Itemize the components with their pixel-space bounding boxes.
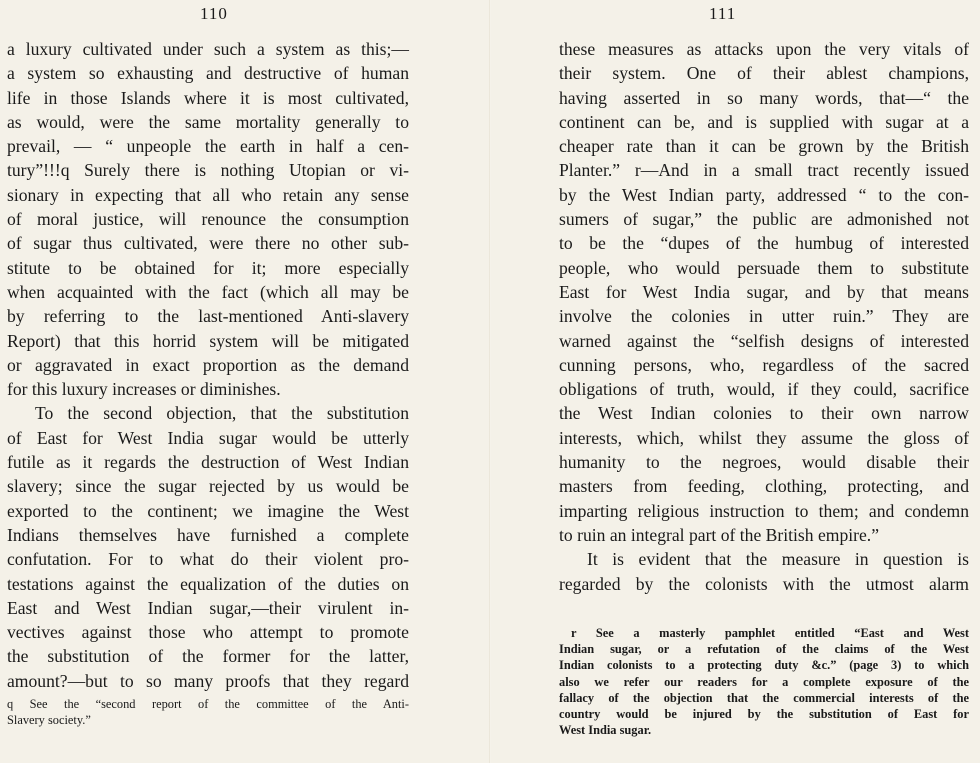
left-body-text [7, 37, 409, 693]
text-line: sumers of sugar,” the public are admonished not [559, 209, 969, 230]
footnote-line: fallacy of the objection that the commercial interests of the [559, 690, 969, 705]
text-line: to be the “dupes of the humbug of interested [559, 233, 969, 254]
text-line: of East for West India sugar would be utterly [7, 427, 409, 448]
text-line: the West Indian colonies to their own narrow [559, 403, 969, 424]
text-line: futile as it regards the destruction of West Indian [7, 452, 409, 473]
text-line: their system. One of their ablest champions, [559, 63, 969, 84]
text-line: interests, which, whilst they assume the gloss of [559, 427, 969, 448]
text-line: It is evident that the measure in question is [587, 549, 969, 570]
text-line: cheaper rate than it can be grown by the British [559, 136, 969, 157]
text-line: having asserted in so many words, that—“ the [559, 87, 969, 108]
text-line: cunning persons, who, regardless of the sacred [559, 354, 969, 375]
text-line: prevail, — “ unpeople the earth in half a cen- [7, 136, 409, 157]
text-line: stitute to be obtained for it; more especially [7, 257, 409, 278]
footnote-line: Indian colonists to a protecting duty &c.” (page 3) to which [559, 658, 969, 673]
text-line: or aggravated in exact proportion as the demand [7, 354, 409, 375]
text-line: a system so exhausting and destructive of human [7, 63, 409, 84]
footnote-q [7, 696, 409, 728]
text-line: vectives against those who attempt to promote [7, 622, 409, 643]
text-line: to ruin an integral part of the British empire.” [559, 524, 880, 545]
text-line: for this luxury increases or diminishes. [7, 379, 281, 400]
text-line: regarded by the colonists with the utmost alarm [559, 573, 969, 594]
text-line: of moral justice, will renounce the consumption [7, 209, 409, 230]
text-line: To the second objection, that the substitution [35, 403, 409, 424]
right-page [490, 0, 980, 763]
text-line: as would, were the same mortality generally to [7, 111, 409, 132]
text-line: masters from feeding, clothing, protecting, and [559, 476, 969, 497]
text-line: humanity to the negroes, would disable their [559, 452, 969, 473]
text-line: testations against the equalization of the duties on [7, 573, 409, 594]
text-line: by referring to the last-mentioned Anti-slavery [7, 306, 409, 327]
footnote-line: also we refer our readers for a complete exposure of the [559, 674, 969, 689]
text-line: involve the colonies in utter ruin.” They are [559, 306, 969, 327]
footnote-r [559, 625, 969, 738]
text-line: confutation. For to what do their violent pro- [7, 549, 409, 570]
footnote-line: q See the “second report of the committee of the Anti- [7, 697, 409, 711]
text-line: of sugar thus cultivated, were there no other sub- [7, 233, 409, 254]
footnote-line: country would be injured by the substitution of East for [559, 706, 969, 721]
text-line: East for West India sugar, and by that means [559, 281, 969, 302]
right-body-text [559, 37, 969, 596]
footnote-line: West India sugar. [559, 723, 652, 738]
text-line: Indians themselves have furnished a complete [7, 524, 409, 545]
text-line: the substitution of the former for the latter, [7, 646, 409, 667]
footnote-line: Indian sugar, or a refutation of the claims of the West [559, 642, 969, 657]
text-line: warned against the “selfish designs of interested [559, 330, 969, 351]
text-line: imparting religious instruction to them; and condemn [559, 500, 969, 521]
text-line: by the West Indian party, addressed “ to the con- [559, 184, 969, 205]
text-line: slavery; since the sugar rejected by us would be [7, 476, 409, 497]
text-line: a luxury cultivated under such a system as this;— [7, 39, 409, 59]
text-line: tury”!!!q Surely there is nothing Utopian or vi- [7, 160, 409, 181]
text-line: continent can be, and is supplied with sugar at a [559, 111, 969, 132]
text-line: Report) that this horrid system will be mitigated [7, 330, 409, 351]
text-line: sionary in expecting that all who retain any sense [7, 184, 409, 205]
text-line: these measures as attacks upon the very vitals of [559, 39, 969, 59]
page-number-left: 110 [200, 4, 228, 23]
footnote-line: r See a masterly pamphlet entitled “East and West [571, 626, 969, 640]
page-number-right: 111 [709, 4, 737, 23]
text-line: people, who would persuade them to substitute [559, 257, 969, 278]
text-line: East and West Indian sugar,—their virulent in- [7, 597, 409, 618]
text-line: exported to the continent; we imagine the West [7, 500, 409, 521]
text-line: life in those Islands where it is most cultivated, [7, 87, 409, 108]
text-line: obligations of truth, would, if they could, sacrifice [559, 379, 969, 400]
text-line: when acquainted with the fact (which all may be [7, 281, 409, 302]
text-line: amount?—but to so many proofs that they regard [7, 670, 409, 691]
footnote-line: Slavery society.” [7, 713, 91, 728]
text-line: Planter.” r—And in a small tract recently issued [559, 160, 969, 181]
